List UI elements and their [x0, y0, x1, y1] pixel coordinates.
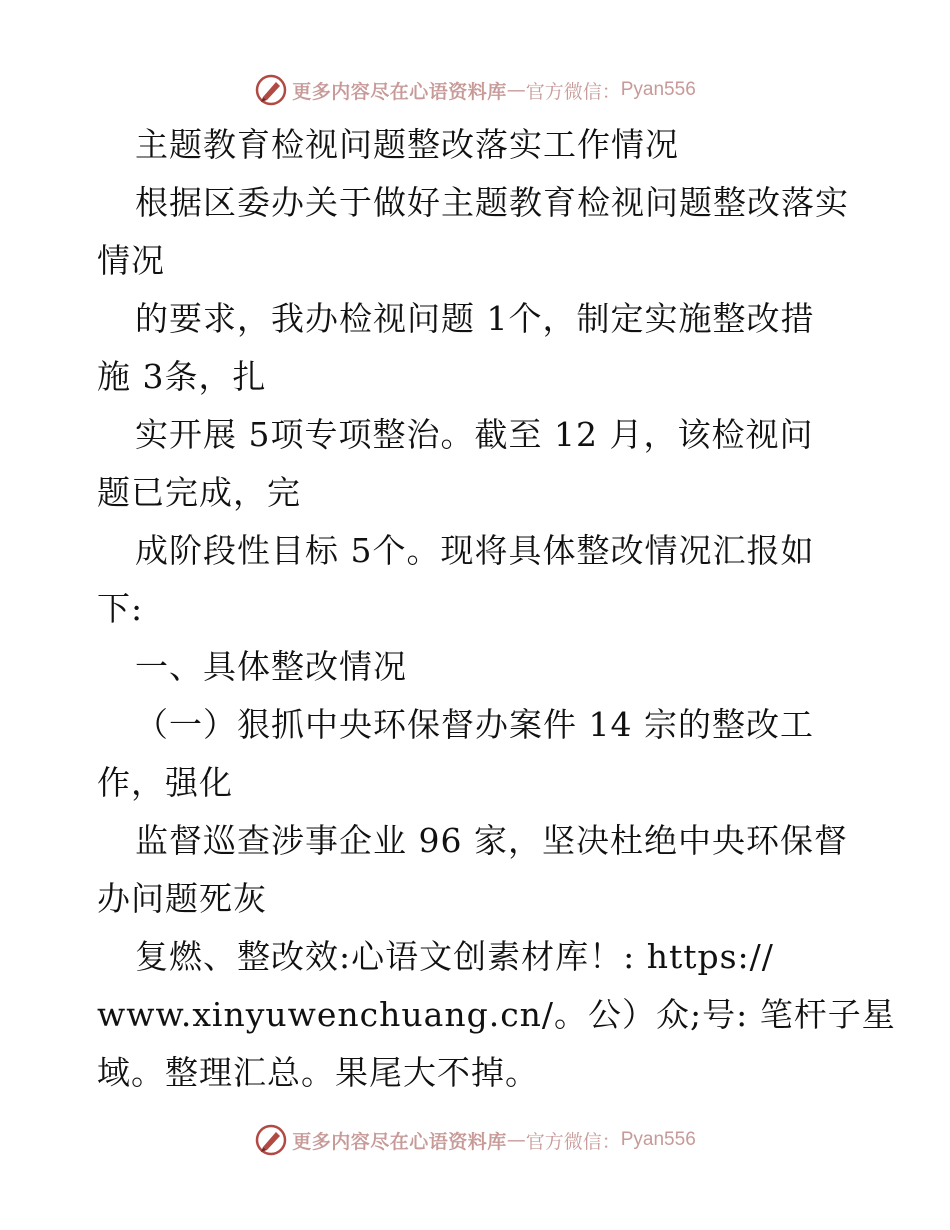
section-heading: 一、具体整改情况: [135, 647, 407, 686]
banner-site-text: 更多内容尽在心语资料库: [292, 1130, 507, 1153]
banner-separator: —: [506, 79, 526, 101]
paragraph-line: 的要求，我办检视问题 1个，制定实施整改措: [135, 299, 815, 338]
paragraph-line: 办问题死灰: [97, 879, 267, 918]
banner-site-text: 更多内容尽在心语资料库: [292, 80, 507, 103]
pen-logo-icon: [254, 1123, 288, 1157]
paragraph-line: 根据区委办关于做好主题教育检视问题整改落实: [135, 183, 849, 222]
paragraph-line: 成阶段性目标 5个。现将具体整改情况汇报如: [135, 531, 815, 570]
paragraph-line: 实开展 5项专项整治。截至 12 月，该检视问: [135, 415, 814, 454]
footer-watermark-banner: [0, 1120, 950, 1160]
document-title: 主题教育检视问题整改落实工作情况: [135, 125, 679, 164]
subsection-heading: （一）狠抓中央环保督办案件 14 宗的整改工: [135, 705, 814, 744]
banner-wechat-label: 官方微信：: [525, 1130, 621, 1153]
paragraph-line: 施 3条，扎: [97, 357, 267, 396]
paragraph-line: www.xinyuwenchuang.cn/。公）众;号: 笔杆子星: [97, 995, 896, 1034]
pen-logo-icon: [254, 73, 288, 107]
banner-wechat-label: 官方微信：: [525, 80, 621, 103]
paragraph-line: 下:: [97, 589, 144, 628]
banner-wechat-id: Pyan556: [620, 1129, 696, 1150]
paragraph-line: 域。整理汇总。果尾大不掉。: [97, 1053, 539, 1092]
banner-separator: —: [506, 1129, 526, 1151]
header-watermark-banner: [0, 70, 950, 110]
paragraph-line: 监督巡查涉事企业 96 家，坚决杜绝中央环保督: [135, 821, 848, 860]
paragraph-line: 题已完成，完: [97, 473, 301, 512]
paragraph-line: 复燃、整改效:心语文创素材库！: https://: [135, 937, 774, 976]
paragraph-line: 作，强化: [97, 763, 233, 802]
paragraph-line: 情况: [97, 241, 165, 280]
banner-wechat-id: Pyan556: [620, 79, 696, 100]
